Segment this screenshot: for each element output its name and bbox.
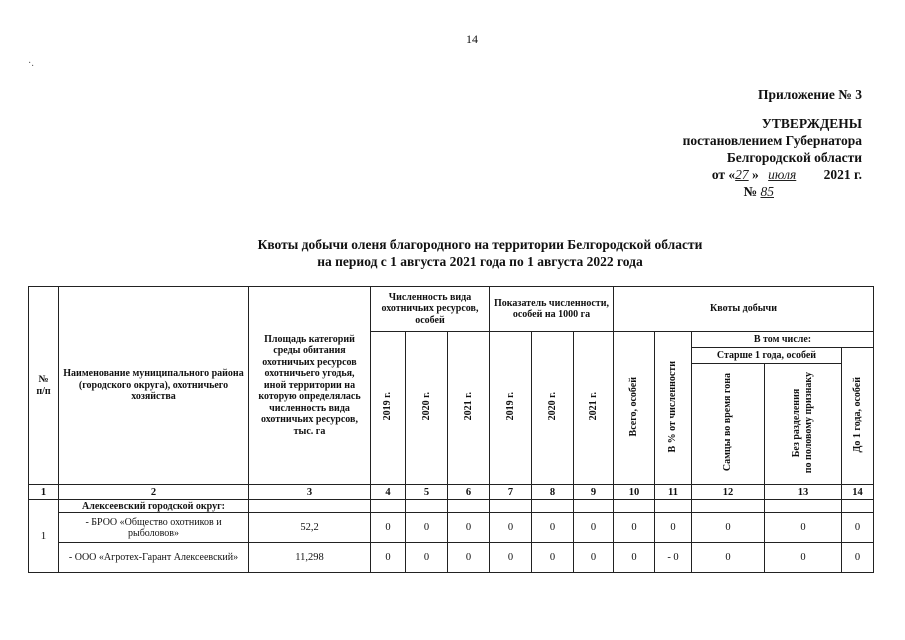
date-day: 27	[735, 167, 749, 182]
table-row: - БРОО «Общество охотников и рыболовов» 52,2 0 0 0 0 0 0 0 0 0 0 0	[29, 513, 874, 543]
header-pop-2020: 2020 г.	[406, 332, 448, 485]
header-including: В том числе:	[692, 332, 874, 348]
header-idx-2021: 2021 г.	[574, 332, 614, 485]
header-males: Самцы во время гона	[692, 364, 765, 485]
document-title	[150, 236, 810, 270]
group-index: 1	[29, 500, 59, 573]
approval-line-1: постановлением Губернатора	[682, 133, 862, 148]
approval-date	[600, 166, 862, 183]
table-row: - ООО «Агротех-Гарант Алексеевский» 11,298 0 0 0 0 0 0 0 - 0 0 0 0	[29, 543, 874, 573]
number-value: 85	[760, 184, 774, 199]
column-number-row: 1 2 3 4 5 6 7 8 9 10 11 12 13 14	[29, 485, 874, 500]
header-num: № п/п	[29, 287, 59, 485]
date-month: июля	[768, 167, 797, 182]
header-index: Показатель численности, особей на 1000 га	[490, 287, 614, 332]
header-percent: В % от численности	[655, 332, 692, 485]
farm-area: 11,298	[249, 543, 371, 573]
header-idx-2019: 2019 г.	[490, 332, 532, 485]
date-mid: »	[752, 167, 759, 182]
header-total: Всего, особей	[614, 332, 655, 485]
title-line-1: Квоты добычи оленя благородного на территории Белгородской области	[257, 237, 703, 252]
header-idx-2020: 2020 г.	[532, 332, 574, 485]
farm-name: - БРОО «Общество охотников и рыболовов»	[59, 513, 249, 543]
header-pop-2019: 2019 г.	[371, 332, 406, 485]
header-quota: Квоты добычи	[614, 287, 874, 332]
farm-area: 52,2	[249, 513, 371, 543]
district-row	[29, 500, 874, 513]
header-name: Наименование муниципального района (городского округа), охотничьего хозяйства	[59, 287, 249, 485]
page-number: 14	[466, 32, 478, 46]
quota-table	[28, 286, 874, 573]
header-population: Численность вида охотничьих ресурсов, особей	[371, 287, 490, 332]
approved-label: УТВЕРЖДЕНЫ	[761, 116, 862, 131]
header-under-one: До 1 года, особей	[842, 348, 874, 485]
date-year: 2021 г.	[823, 167, 862, 182]
header-older: Старше 1 года, особей	[692, 348, 842, 364]
title-line-2: на период с 1 августа 2021 года по 1 августа 2022 года	[317, 254, 643, 269]
date-prefix: от «	[711, 167, 736, 182]
farm-name: - ООО «Агротех-Гарант Алексеевский»	[59, 543, 249, 573]
header-area: Площадь категорий среды обитания охотничьих ресурсов охотничьего угодья, иной территории на которую определялась численность вида охотничьих ресурсов, тыс. га	[249, 287, 371, 485]
approval-block	[600, 86, 862, 200]
scan-speck: ·.	[28, 58, 34, 69]
approval-line-2: Белгородской области	[726, 150, 862, 165]
approval-number	[600, 183, 862, 200]
header-no-sex: Без разделения по половому признаку	[765, 364, 842, 485]
header-pop-2021: 2021 г.	[448, 332, 490, 485]
appendix-label: Приложение № 3	[758, 87, 862, 102]
number-prefix: №	[743, 184, 758, 199]
district-name: Алексеевский городской округ:	[59, 500, 249, 513]
